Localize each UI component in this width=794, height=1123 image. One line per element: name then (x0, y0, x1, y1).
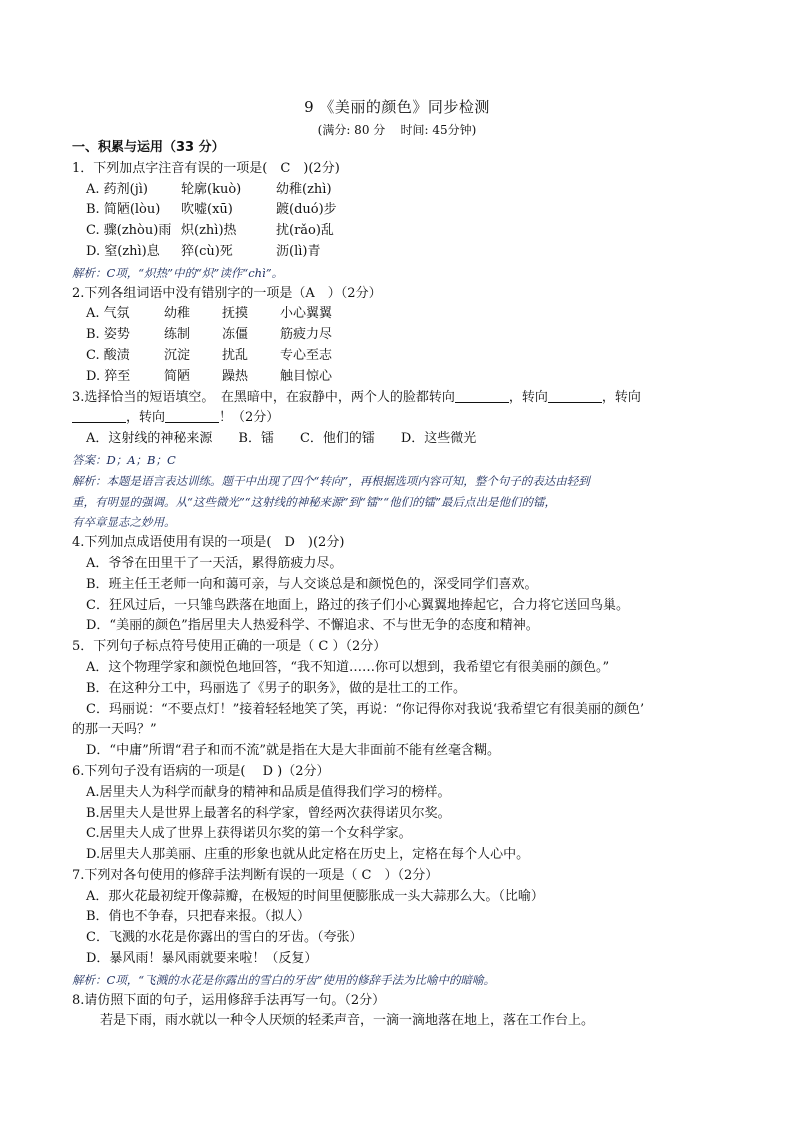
question-3-stem-part: ，转向 (508, 389, 548, 405)
answer-blank (548, 388, 602, 403)
option-item: 触目惊心 (280, 368, 333, 384)
option-item: 幼稚(zhì) (276, 181, 332, 197)
question-1-option-d (72, 242, 732, 263)
question-3-stem-part: ，转向 (126, 410, 166, 426)
document-subtitle: (满分: 80 分 时间: 45分钟) (317, 123, 477, 137)
question-4-option-a: A．爷爷在田里干了一天活，累得筋疲力尽。 (86, 555, 343, 571)
answer-blank (165, 408, 219, 423)
question-2-stem: 2.下列各组词语中没有错别字的一项是（A ）（2分） (72, 285, 382, 301)
question-1-option-b (72, 200, 732, 221)
option-item: 小心翼翼 (280, 306, 333, 322)
section-heading: 一、积累与运用（33 分） (72, 140, 225, 155)
question-7-option-b: B．俏也不争春，只把春来报。（拟人） (86, 909, 311, 925)
question-4-stem: 4.下列加点成语使用有误的一项是( D )(2分) (72, 535, 345, 551)
question-6-option-d: D.居里夫人那美丽、庄重的形象也就从此定格在历史上，定格在每个人心中。 (86, 847, 530, 863)
question-8-stem: 8.请仿照下面的句子，运用修辞手法再写一句。（2分） (72, 992, 386, 1008)
question-6-option-b: B.居里夫人是世界上最著名的科学家，曾经两次获得诺贝尔奖。 (86, 805, 451, 821)
question-4-option-d: D．“美丽的颜色”指居里夫人热爱科学、不懈追求、不与世无争的态度和精神。 (86, 618, 539, 634)
option-item: 炽(zhì)热 (181, 223, 237, 239)
question-4-option-c: C．狂风过后，一只雏鸟跌落在地面上，路过的孩子们小心翼翼地捧起它，合力将它送回鸟巢。 (86, 597, 629, 613)
option-item: 踱(duó)步 (276, 202, 337, 218)
option-item: D. 窒(zhì)息 (86, 243, 160, 259)
question-5-option-d: D．“中庸”所谓“君子和而不流”就是指在大是大非面前不能有丝毫含糊。 (86, 743, 501, 759)
question-6-stem: 6.下列句子没有语病的一项是( D )（2分） (72, 763, 330, 779)
document-title: 9 《美丽的颜色》同步检测 (304, 98, 490, 116)
question-5-stem: 5．下列句子标点符号使用正确的一项是（ C ）（2分） (72, 639, 387, 655)
question-6-option-c: C.居里夫人成了世界上获得诺贝尔奖的第一个女科学家。 (86, 826, 412, 842)
option-item: D. 猝至 (86, 368, 131, 384)
option-item: 筋疲力尽 (280, 327, 333, 343)
question-7-stem: 7.下列对各句使用的修辞手法判断有误的一项是（ C ）（2分） (72, 867, 439, 883)
question-2-option-c (72, 346, 732, 367)
question-2-option-a (72, 304, 732, 325)
option-item: 沉淀 (164, 347, 191, 363)
option-item: 猝(cù)死 (181, 243, 233, 259)
document-body (72, 138, 732, 1032)
question-1-option-a (72, 180, 732, 201)
question-3-stem: 3.选择恰当的短语填空。 在黑暗中，在寂静中，两个人的脸都转向 (72, 389, 455, 405)
question-7-option-d: D．暴风雨！暴风雨就要来啦！（反复） (86, 951, 318, 967)
option-item: 专心至志 (280, 347, 333, 363)
question-1-option-c (72, 221, 732, 242)
option-item: 轮廓(kuò) (181, 181, 242, 197)
option-item: 简陋 (164, 368, 191, 384)
question-3-analysis-line-3: 有卒章显志之妙用。 (72, 515, 176, 530)
question-7-option-a: A．那火花最初绽开像蒜瓣，在极短的时间里便膨胀成一头大蒜那么大。（比喻） (86, 888, 544, 904)
question-3-stem-line-1 (72, 388, 732, 409)
option-item: 沥(lì)青 (276, 243, 321, 259)
option-item: B. 姿势 (86, 327, 130, 343)
question-2-option-b (72, 325, 732, 346)
option-item: 幼稚 (164, 306, 191, 322)
question-7-analysis: 解析：C项，“飞溅的水花是你露出的雪白的牙齿”使用的修辞手法为比喻中的暗喻。 (72, 972, 496, 987)
option-item: 扰乱 (222, 347, 249, 363)
question-4-option-b: B．班主任王老师一向和蔼可亲，与人交谈总是和颜悦色的，深受同学们喜欢。 (86, 576, 538, 592)
option-item: B. 简陋(lòu) (86, 202, 161, 218)
option-item: 抚摸 (222, 306, 249, 322)
question-5-option-c-continued: 的那一天吗？” (72, 722, 157, 738)
question-5-option-a: A．这个物理学家和颜悦色地回答，“我不知道……你可以想到，我希望它有很美丽的颜色。” (86, 659, 610, 675)
option-item: C. 酸渍 (86, 347, 130, 363)
question-2-option-d (72, 367, 732, 388)
question-1-stem: 1．下列加点字注音有误的一项是( C )(2分) (72, 160, 340, 176)
option-item: 躁热 (222, 368, 249, 384)
question-3-analysis-line-1: 解析：本题是语言表达训练。题干中出现了四个“转向”，再根据选项内容可知，整个句子的表达由轻到 (72, 473, 590, 488)
option-item: 练制 (164, 327, 191, 343)
question-8-sample-sentence: 若是下雨，雨水就以一种令人厌烦的轻柔声音，一滴一滴地落在地上，落在工作台上。 (100, 1013, 595, 1029)
option-item: C. 骤(zhòu)雨 (86, 223, 172, 239)
option-item: 冻僵 (222, 327, 249, 343)
option-item: A. 药剂(jì) (86, 181, 148, 197)
question-7-option-c: C．飞溅的水花是你露出的雪白的牙齿。（夸张） (86, 930, 363, 946)
question-6-option-a: A.居里夫人为科学而献身的精神和品质是值得我们学习的榜样。 (86, 784, 451, 800)
answer-blank (72, 408, 126, 423)
question-3-analysis-line-2: 重，有明显的强调。从“这些微光”“这射线的神秘来源”到“镭”“他们的镭”最后点出是他们的镭， (72, 494, 557, 509)
answer-blank (455, 388, 509, 403)
question-3-stem-part: ，转向 (601, 389, 641, 405)
question-5-option-b: B．在这种分工中，玛丽选了《男子的职务》，做的是壮工的工作。 (86, 680, 467, 696)
question-3-answer: 答案：D；A；B；C (72, 452, 176, 467)
option-item: 吹嘘(xū) (181, 202, 233, 218)
question-3-options: A．这射线的神秘来源 B．镭 C．他们的镭 D．这些微光 (86, 431, 477, 447)
option-item: A. 气氛 (86, 306, 130, 322)
question-3-stem-part: ！（2分） (219, 410, 280, 426)
question-5-option-c: C．玛丽说：“不要点灯！”接着轻轻地笑了笑，再说：“你记得你对我说‘我希望它有很美丽的颜色’ (86, 701, 645, 717)
question-3-stem-line-2 (72, 408, 732, 429)
option-item: 扰(rǎo)乱 (276, 223, 334, 239)
question-1-analysis: 解析：C项，“炽热”中的“炽”读作“chì”。 (72, 265, 284, 280)
